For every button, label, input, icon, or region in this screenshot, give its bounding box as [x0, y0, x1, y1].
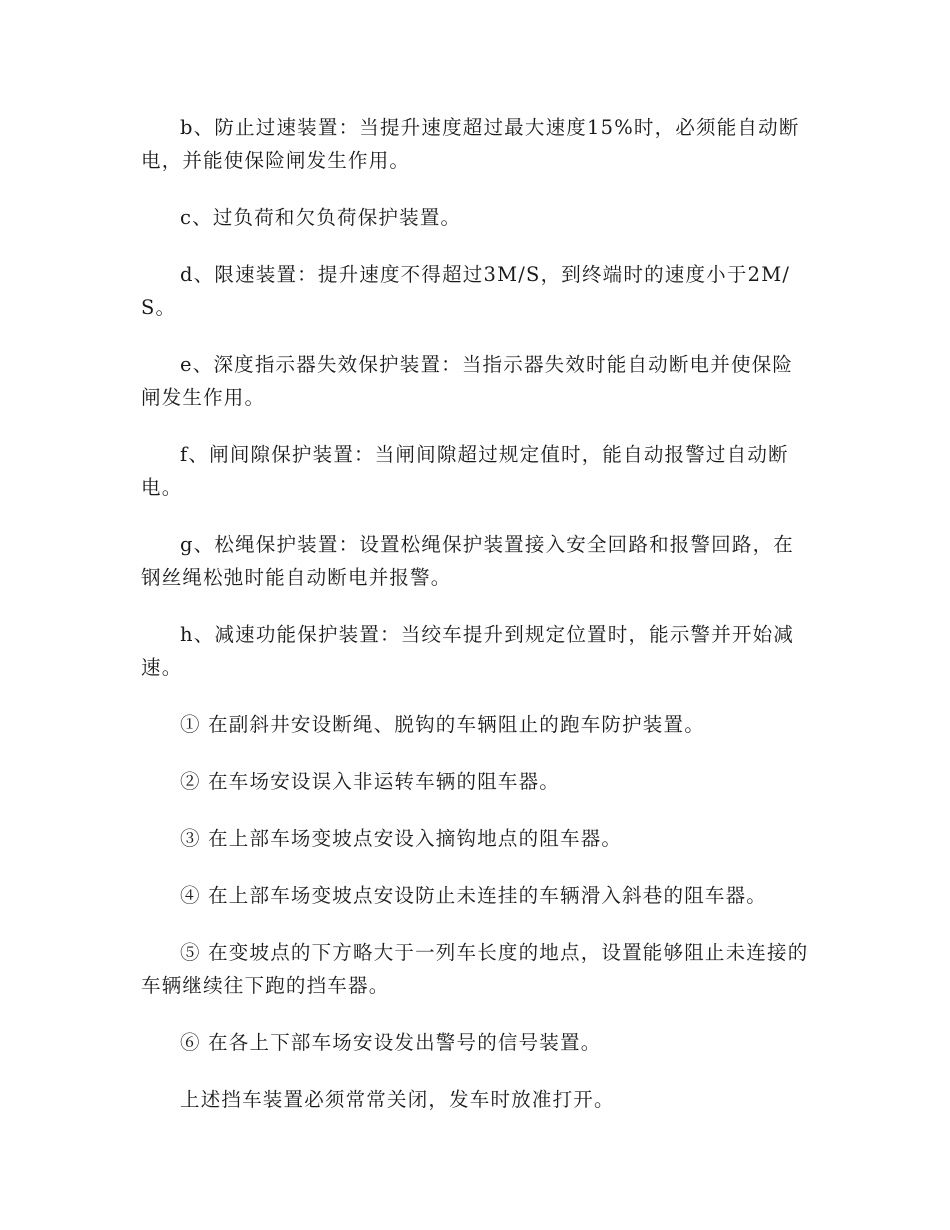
paragraph-closing: 上述挡车装置必须常常关闭，发车时放准打开。	[180, 1088, 615, 1111]
paragraph-b: b、防止过速装置：当提升速度超过最大速度15%时，必须能自动断电，并能使保险闸发生作用。	[141, 116, 800, 172]
document-body	[141, 111, 811, 1116]
paragraph-item-2: ② 在车场安设误入非运转车辆的阻车器。	[180, 770, 560, 793]
paragraph-c: c、过负荷和欠负荷保护装置。	[180, 206, 462, 229]
paragraph-h: h、减速功能保护装置：当绞车提升到规定位置时，能示警并开始减速。	[141, 623, 795, 679]
paragraph-f: f、闸间隙保护装置：当闸间隙超过规定值时，能自动报警过自动断电。	[141, 443, 789, 499]
paragraph-item-1: ① 在副斜井安设断绳、脱钩的车辆阻止的跑车防护装置。	[180, 713, 705, 736]
paragraph-d: d、限速装置：提升速度不得超过3M/S，到终端时的速度小于2M/S。	[141, 263, 791, 319]
paragraph-item-4: ④ 在上部车场变坡点安设防止未连挂的车辆滑入斜巷的阻车器。	[180, 884, 767, 907]
paragraph-item-5: ⑤ 在变坡点的下方略大于一列车长度的地点，设置能够阻止未连接的车辆继续往下跑的挡车器。	[141, 941, 809, 997]
paragraph-g: g、松绳保护装置：设置松绳保护装置接入安全回路和报警回路，在钢丝绳松弛时能自动断电并报警。	[141, 533, 794, 589]
paragraph-item-6: ⑥ 在各上下部车场安设发出警号的信号装置。	[180, 1031, 602, 1054]
paragraph-e: e、深度指示器失效保护装置：当指示器失效时能自动断电并使保险闸发生作用。	[141, 353, 794, 409]
paragraph-item-3: ③ 在上部车场变坡点安设入摘钩地点的阻车器。	[180, 827, 623, 850]
